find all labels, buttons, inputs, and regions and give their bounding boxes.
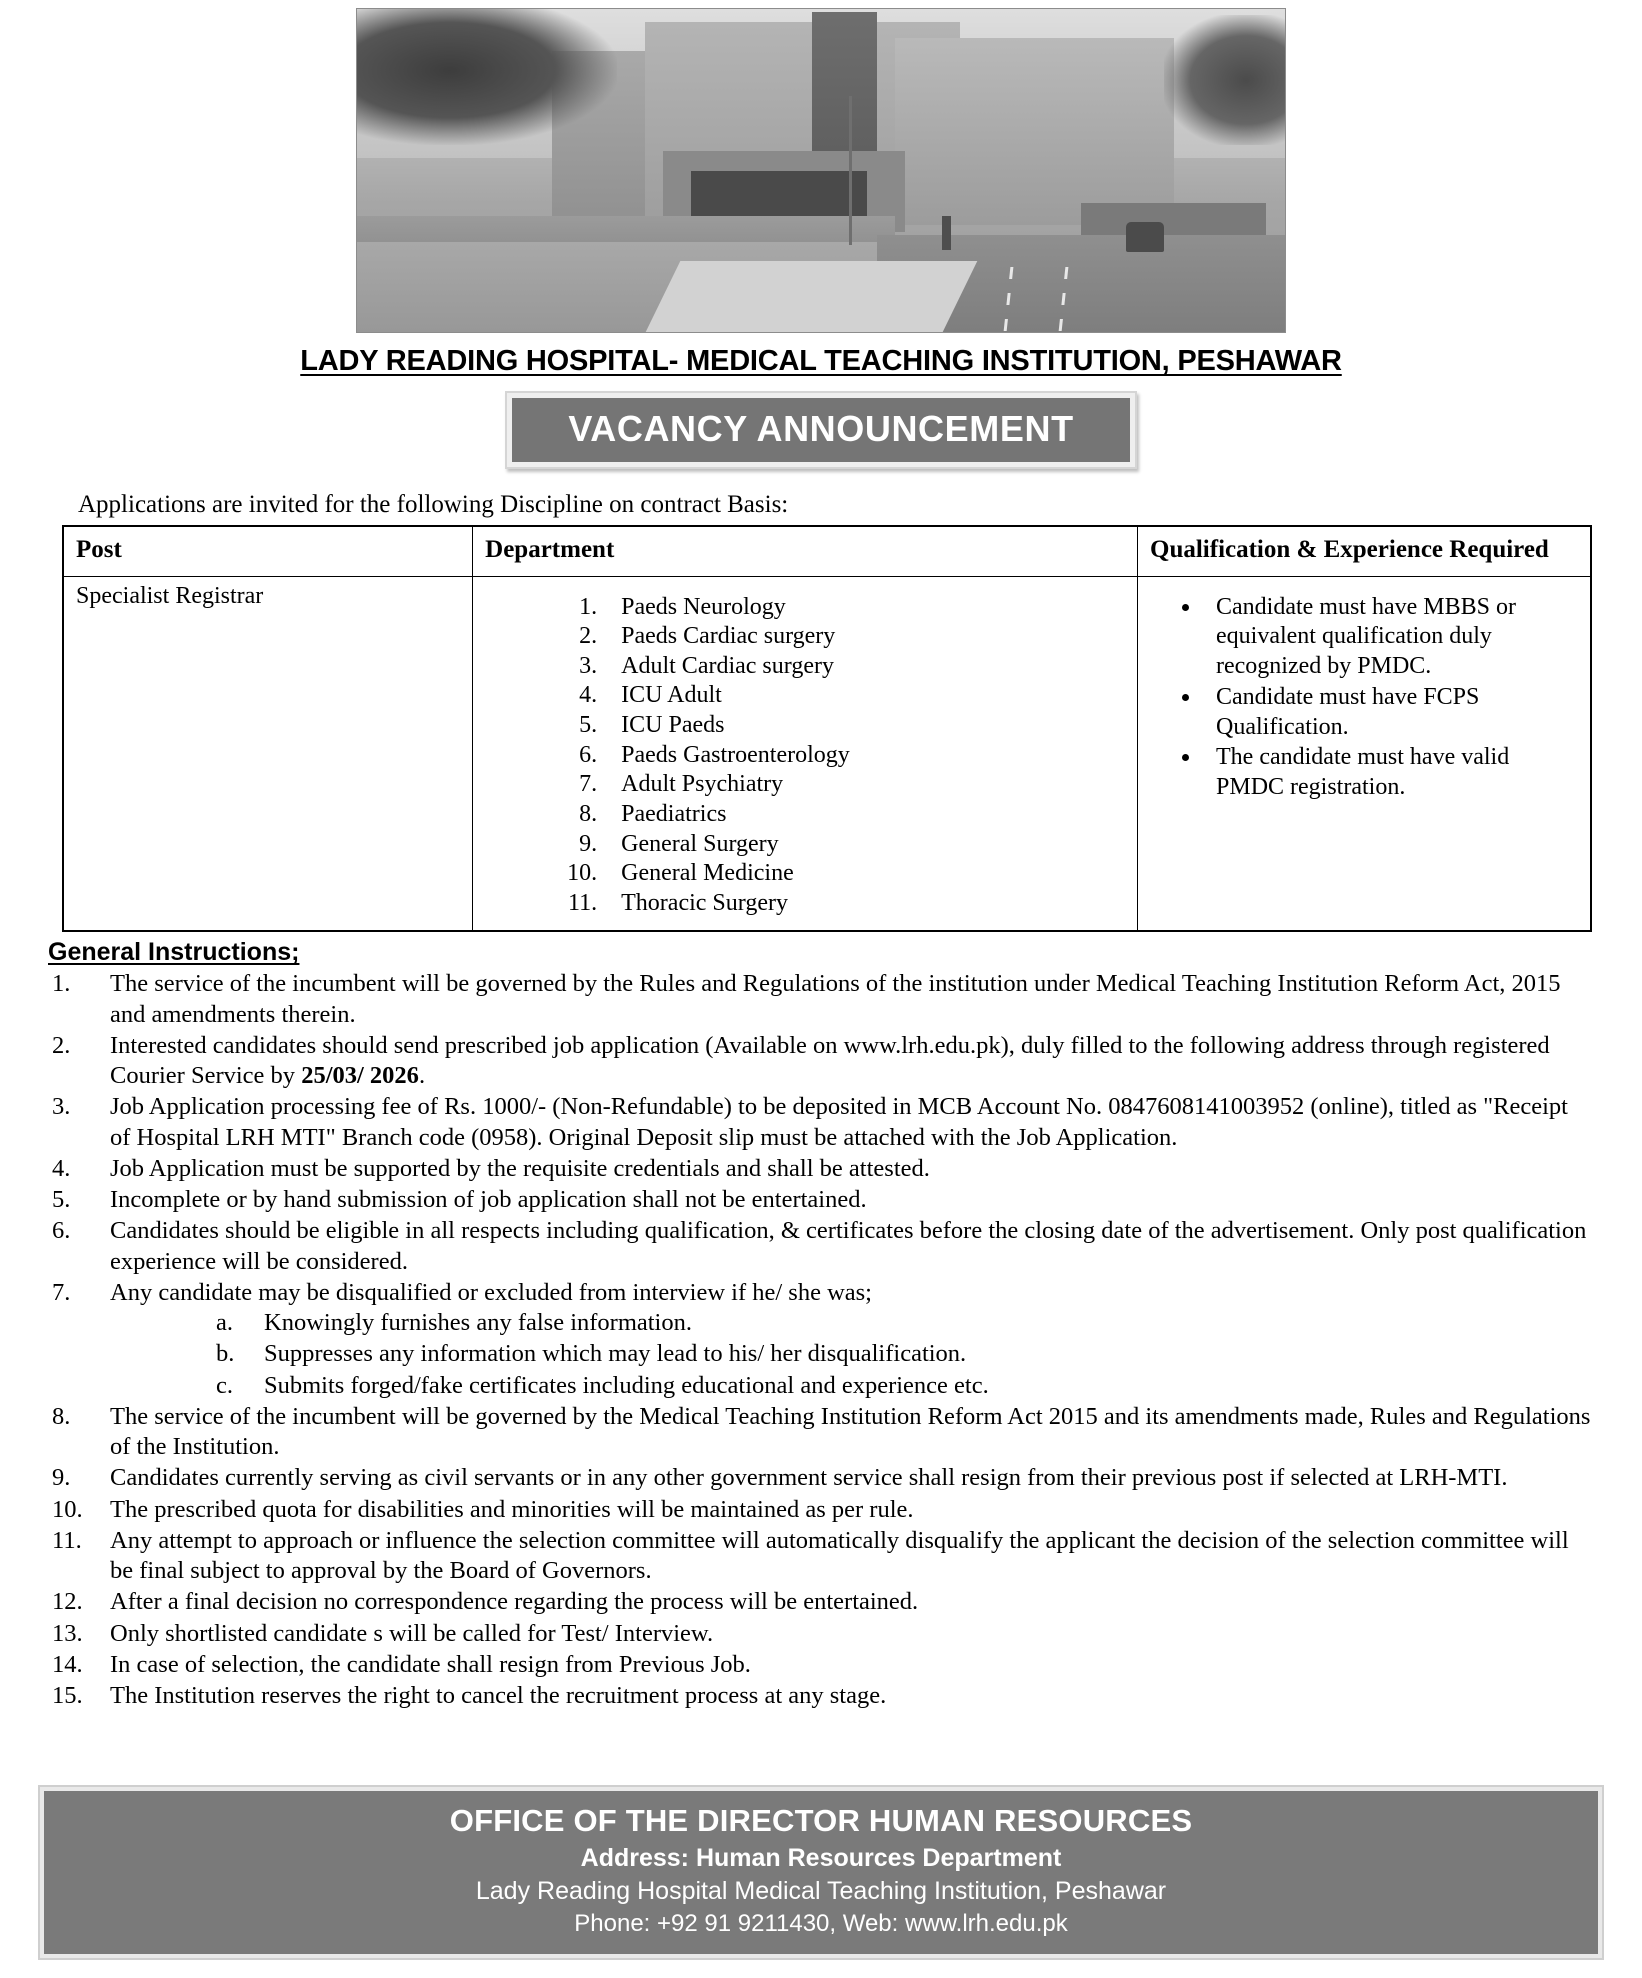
list-item bbox=[48, 1185, 1594, 1215]
sub-item-text: Suppresses any information which may lead to his/ her disqualification. bbox=[264, 1340, 967, 1368]
photo-rickshaw bbox=[1126, 222, 1164, 252]
item-text: Candidates currently serving as civil servants or in any other government service shall resign from their previous post if selected at LRH-MTI. bbox=[110, 1464, 1508, 1492]
cell-departments bbox=[473, 576, 1138, 931]
item-number: 4. bbox=[52, 1154, 71, 1182]
list-item bbox=[216, 1371, 1594, 1401]
general-instructions-list bbox=[48, 969, 1594, 1711]
footer-address-label: Address: Human Resources Department bbox=[580, 1844, 1062, 1872]
item-number: 11. bbox=[52, 1526, 82, 1554]
vacancy-banner-container bbox=[0, 391, 1642, 469]
list-item: 3. Adult Cardiac surgery bbox=[603, 652, 1127, 682]
list-item bbox=[216, 1339, 1594, 1369]
footer-office-title: OFFICE OF THE DIRECTOR HUMAN RESOURCES bbox=[449, 1803, 1193, 1838]
vacancy-banner-frame bbox=[505, 391, 1136, 469]
item-text: The Institution reserves the right to cancel the recruitment process at any stage. bbox=[110, 1682, 887, 1710]
list-item: 10. General Medicine bbox=[603, 859, 1127, 889]
hospital-building-photo bbox=[356, 8, 1286, 333]
vacancy-table bbox=[62, 525, 1592, 932]
list-item: • Candidate must have FCPS Qualification. bbox=[1202, 683, 1580, 743]
item-text bbox=[110, 1032, 1550, 1089]
qualification-list bbox=[1150, 593, 1580, 803]
photo-street-light-pole bbox=[849, 96, 852, 245]
list-item: 6. Paeds Gastroenterology bbox=[603, 741, 1127, 771]
department-list bbox=[485, 593, 1127, 919]
sub-item-letter: a. bbox=[216, 1309, 233, 1337]
item-text: The prescribed quota for disabilities and minorities will be maintained as per rule. bbox=[110, 1495, 914, 1523]
list-item: 2. Paeds Cardiac surgery bbox=[603, 622, 1127, 652]
list-item: 7. Adult Psychiatry bbox=[603, 770, 1127, 800]
item-text-pre: Interested candidates should send prescribed job application (Available on www.lrh.edu.pk), duly filled to the following address through registered Courier Service by bbox=[110, 1031, 1550, 1090]
photo-tree-right bbox=[1164, 15, 1286, 144]
list-item: 11. Thoracic Surgery bbox=[603, 889, 1127, 919]
list-item bbox=[48, 1650, 1594, 1680]
item-number: 14. bbox=[52, 1650, 83, 1678]
item-number: 2. bbox=[52, 1031, 71, 1059]
list-item: 5. ICU Paeds bbox=[603, 711, 1127, 741]
list-item bbox=[48, 1619, 1594, 1649]
item-text: Any attempt to approach or influence the selection committee will automatically disqualify the applicant the decision of the selection committee will be final subject to approval by the Board of Governors. bbox=[110, 1526, 1569, 1585]
list-item bbox=[48, 1681, 1594, 1711]
list-item bbox=[48, 1526, 1594, 1587]
intro-text: Applications are invited for the following Discipline on contract Basis: bbox=[78, 491, 789, 518]
list-item bbox=[48, 969, 1594, 1030]
cell-qualifications bbox=[1138, 576, 1592, 931]
list-item bbox=[216, 1308, 1594, 1338]
sub-item-letter: c. bbox=[216, 1371, 233, 1399]
photo-tree-left bbox=[356, 9, 617, 145]
item-number: 5. bbox=[52, 1186, 71, 1214]
footer-frame bbox=[38, 1785, 1604, 1960]
footer-contact: Phone: +92 91 9211430, Web: www.lrh.edu.pk bbox=[574, 1910, 1068, 1937]
general-instructions-container bbox=[0, 969, 1642, 1711]
item-number: 6. bbox=[52, 1217, 71, 1245]
institution-title: LADY READING HOSPITAL- MEDICAL TEACHING INSTITUTION, PESHAWAR bbox=[300, 345, 1342, 377]
item-text: The service of the incumbent will be governed by the Rules and Regulations of the institution under Medical Teaching Institution Reform Act, 2015 and amendments therein. bbox=[110, 970, 1561, 1028]
item-text: Only shortlisted candidate s will be called for Test/ Interview. bbox=[110, 1619, 714, 1647]
general-instructions-heading: General Instructions; bbox=[48, 938, 300, 967]
item-number: 3. bbox=[52, 1093, 71, 1121]
footer-institution: Lady Reading Hospital Medical Teaching Institution, Peshawar bbox=[475, 1877, 1167, 1905]
list-item bbox=[48, 1402, 1594, 1463]
item-text: Incomplete or by hand submission of job application shall not be entertained. bbox=[110, 1186, 867, 1214]
footer-banner bbox=[44, 1791, 1598, 1954]
list-item: 4. ICU Adult bbox=[603, 681, 1127, 711]
list-item bbox=[48, 1216, 1594, 1277]
list-item bbox=[48, 1092, 1594, 1153]
item-text: Candidates should be eligible in all respects including qualification, & certificates before the closing date of the advertisement. Only post qualification experience will be considered. bbox=[110, 1217, 1587, 1275]
item-number: 1. bbox=[52, 970, 71, 998]
item-number: 10. bbox=[52, 1495, 83, 1523]
list-item: 8. Paediatrics bbox=[603, 800, 1127, 830]
list-item: • The candidate must have valid PMDC registration. bbox=[1202, 743, 1580, 803]
vacancy-table-container bbox=[0, 525, 1642, 932]
application-deadline: 25/03/ 2026 bbox=[301, 1062, 419, 1090]
sub-item-text: Knowingly furnishes any false information. bbox=[264, 1309, 692, 1337]
column-header-department: Department bbox=[473, 526, 1138, 576]
list-item: 9. General Surgery bbox=[603, 830, 1127, 860]
list-item: • Candidate must have MBBS or equivalent qualification duly recognized by PMDC. bbox=[1202, 593, 1580, 682]
item-text: Job Application must be supported by the requisite credentials and shall be attested. bbox=[110, 1154, 930, 1182]
item-text: The service of the incumbent will be governed by the Medical Teaching Institution Reform Act 2015 and its amendments made, Rules and Regulations of the Institution. bbox=[110, 1402, 1591, 1461]
list-item bbox=[48, 1278, 1594, 1401]
item-number: 7. bbox=[52, 1278, 71, 1306]
hospital-photo-container bbox=[0, 0, 1642, 333]
photo-pedestrian bbox=[942, 216, 951, 250]
footer-container bbox=[38, 1785, 1604, 1960]
list-item bbox=[48, 1154, 1594, 1184]
table-header-row bbox=[63, 526, 1591, 576]
column-header-post: Post bbox=[63, 526, 473, 576]
list-item bbox=[48, 1463, 1594, 1493]
photo-kerb bbox=[646, 261, 978, 332]
sub-item-letter: b. bbox=[216, 1340, 235, 1368]
table-row bbox=[63, 576, 1591, 931]
list-item bbox=[48, 1587, 1594, 1617]
item-number: 12. bbox=[52, 1588, 83, 1616]
item-text: After a final decision no correspondence regarding the process will be entertained. bbox=[110, 1588, 919, 1616]
item-number: 8. bbox=[52, 1402, 71, 1430]
photo-building-right bbox=[895, 38, 1173, 225]
photo-parking-shed bbox=[1081, 203, 1267, 235]
list-item bbox=[48, 1495, 1594, 1525]
sub-item-text: Submits forged/fake certificates including educational and experience etc. bbox=[264, 1371, 989, 1399]
vacancy-banner-title: VACANCY ANNOUNCEMENT bbox=[512, 398, 1129, 462]
column-header-qualification: Qualification & Experience Required bbox=[1138, 526, 1592, 576]
cell-post-name: Specialist Registrar bbox=[63, 576, 473, 931]
item-number: 13. bbox=[52, 1619, 83, 1647]
item-text-post: . bbox=[418, 1062, 426, 1090]
item-text: In case of selection, the candidate shall resign from Previous Job. bbox=[110, 1650, 751, 1678]
list-item: 1. Paeds Neurology bbox=[603, 593, 1127, 623]
list-item bbox=[48, 1031, 1594, 1092]
item-number: 15. bbox=[52, 1682, 83, 1710]
disqualification-sublist bbox=[110, 1308, 1594, 1401]
item-text: Job Application processing fee of Rs. 1000/- (Non-Refundable) to be deposited in MCB Account No. 0847608141003952 (online), titled as "Receipt of Hospital LRH MTI" Branch code (0958). Original Deposit slip must be attached with the Job Application. bbox=[110, 1093, 1568, 1151]
item-text: Any candidate may be disqualified or excluded from interview if he/ she was; bbox=[110, 1278, 872, 1306]
item-number: 9. bbox=[52, 1464, 71, 1492]
